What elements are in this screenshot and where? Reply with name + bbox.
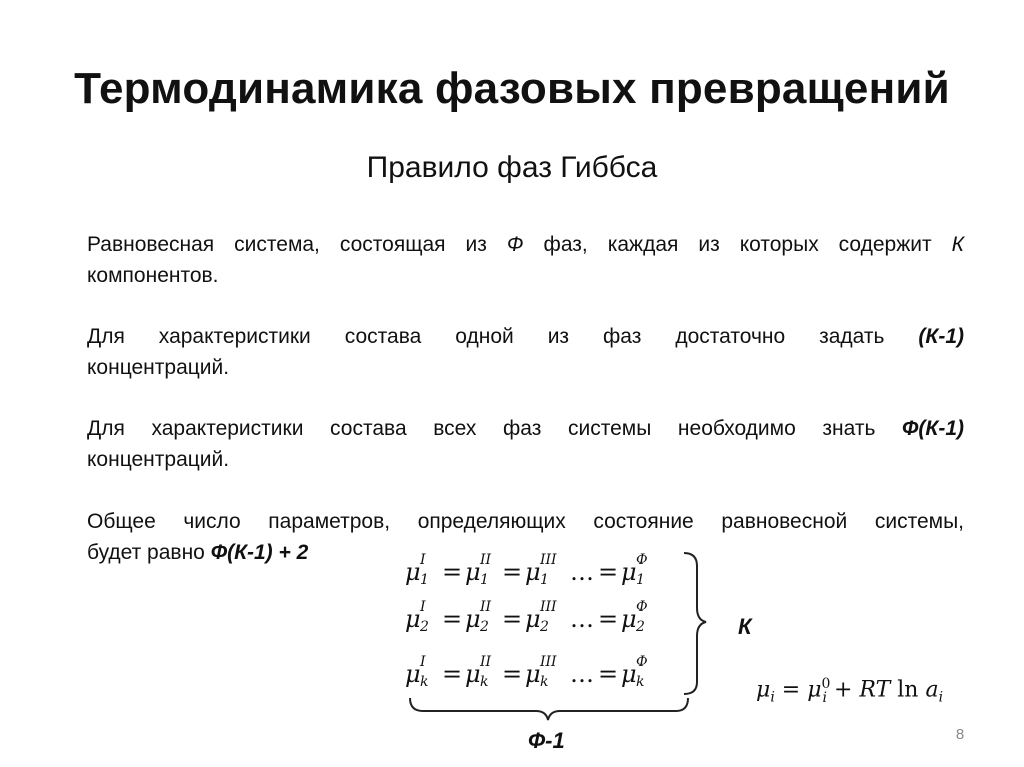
mu-term: μ I k <box>405 654 429 690</box>
mu-term: μ I 2 <box>405 599 429 635</box>
paragraph-1-line-2: компонентов. <box>87 264 219 287</box>
mu-term: μ Ф 1 <box>621 552 648 588</box>
operator: = <box>441 605 463 633</box>
operator: … <box>570 558 594 586</box>
mu-term: μ III k <box>525 654 557 690</box>
operator: = <box>441 660 463 688</box>
operator: = <box>501 558 523 586</box>
page-number: 8 <box>955 726 965 743</box>
slide-title: Термодинамика фазовых превращений <box>74 64 950 113</box>
operator: = <box>501 605 523 633</box>
k-symbol: К <box>951 233 964 256</box>
operator: = <box>597 558 619 586</box>
paragraph-3-line-1: Для характеристики состава всех фаз системы необходимо знать Ф(К-1) <box>87 417 964 440</box>
paragraph-2-line-2: концентраций. <box>87 356 230 379</box>
paragraph-1-line-1: Равновесная система, состоящая из Ф фаз, каждая из которых содержит К <box>87 233 964 256</box>
mu-term: μ III 1 <box>525 552 557 588</box>
brace-label-components: К <box>738 614 752 639</box>
operator: = <box>501 660 523 688</box>
phi-symbol: Ф <box>506 233 524 256</box>
paragraph-2-line-1: Для характеристики состава одной из фаз достаточно задать (К-1) <box>87 325 964 348</box>
mu-term: μ II k <box>465 654 492 690</box>
mu-term: μ II 2 <box>465 599 492 635</box>
total-parameters-bold: Ф(К-1) + 2 <box>210 541 309 564</box>
paragraph-4-line-2: будет равно Ф(К-1) + 2 <box>87 541 309 564</box>
mu-term: μ Ф k <box>621 654 648 690</box>
mu-term: μ I 1 <box>405 552 429 588</box>
operator: = <box>597 660 619 688</box>
brace-label-phases: Ф-1 <box>528 728 565 753</box>
mu-term: μ III 2 <box>525 599 557 635</box>
paragraph-3-line-2: концентраций. <box>87 448 230 471</box>
mu-term: μ Ф 2 <box>621 599 648 635</box>
right-curly-brace <box>684 553 706 694</box>
operator: … <box>570 605 594 633</box>
paragraph-4-line-1: Общее число параметров, определяющих состояние равновесной системы, <box>87 510 964 533</box>
bottom-curly-brace <box>410 698 688 720</box>
mu-term: μ II 1 <box>465 552 492 588</box>
chemical-potential-formula: $\mu_i = \mu^0_i$ + RT $\ln a_i$ <box>756 676 944 706</box>
operator: … <box>570 660 594 688</box>
slide-subtitle: Правило фаз Гиббса <box>366 151 658 184</box>
phi-k-minus-1-bold: Ф(К-1) <box>902 417 964 440</box>
operator: = <box>441 558 463 586</box>
k-minus-1-bold: (К-1) <box>918 325 964 348</box>
operator: = <box>597 605 619 633</box>
